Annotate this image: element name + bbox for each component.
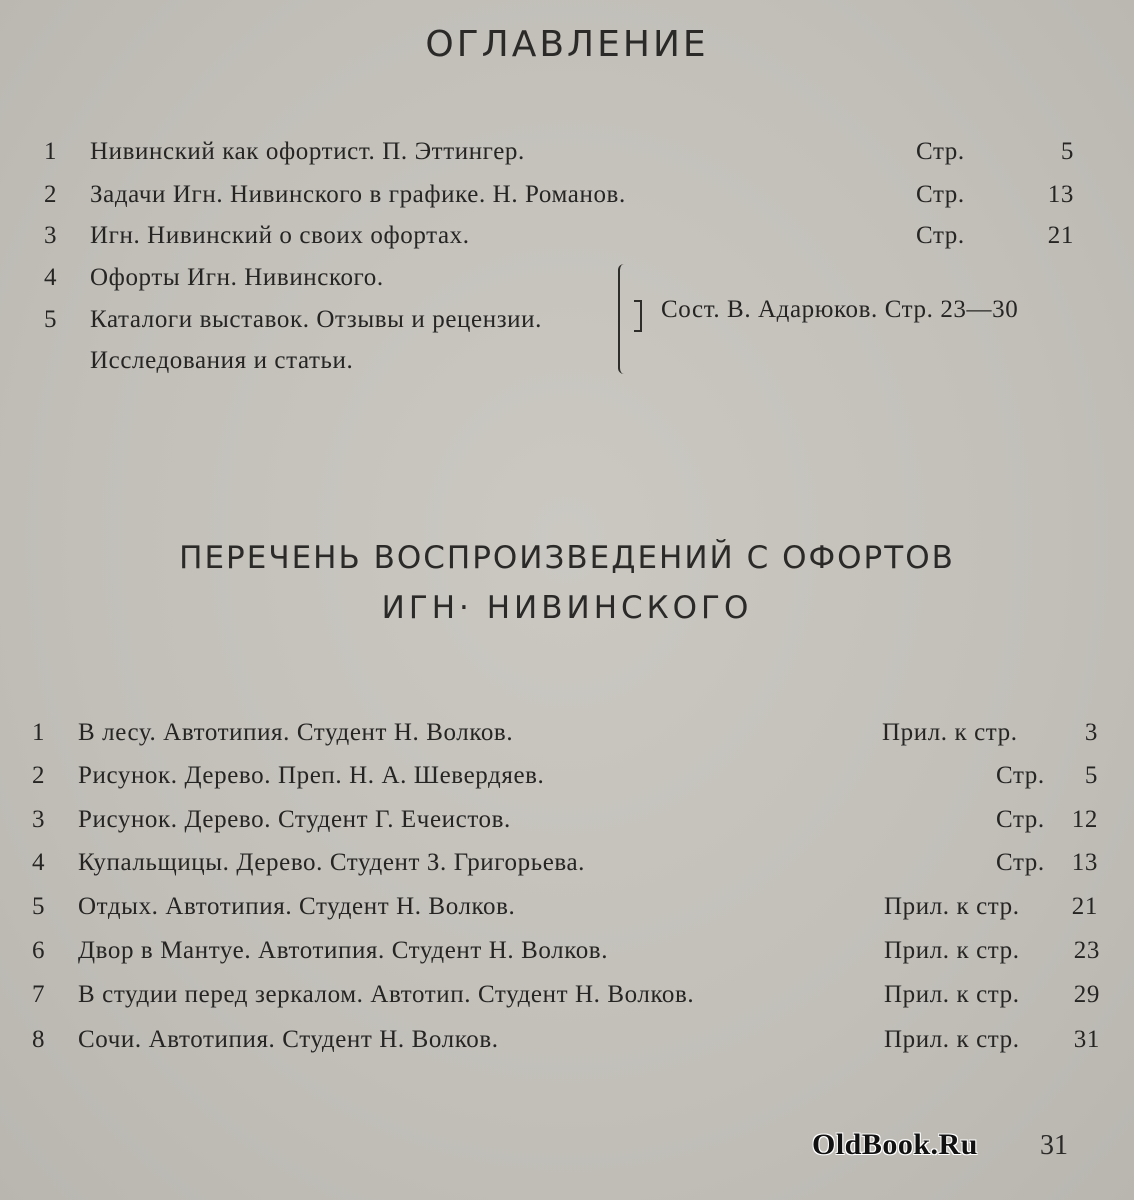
item-number: 8 <box>32 1026 46 1053</box>
item-title: Исследования и статьи. <box>90 347 354 374</box>
page-number-footer: 31 <box>1040 1130 1068 1161</box>
item-number: 1 <box>32 719 46 746</box>
item-title: Сочи. Автотипия. Студент Н. Волков. <box>78 1026 499 1053</box>
page-label: Стр. <box>996 806 1045 833</box>
item-title: Нивинский как офортист. П. Эттингер. <box>90 138 525 165</box>
page-number: 31 <box>1073 1026 1100 1053</box>
page-number: 21 <box>1071 893 1098 920</box>
grouped-compiler-note: Сост. В. Адарюков. Стр. 23—30 <box>661 296 1019 323</box>
item-number: 3 <box>44 222 58 249</box>
item-title: Игн. Нивинский о своих офортах. <box>90 222 470 249</box>
watermark-logo: OldBook.Ru <box>812 1128 978 1161</box>
item-number: 4 <box>32 849 46 876</box>
page-number: 29 <box>1073 981 1100 1008</box>
item-number: 6 <box>32 937 46 964</box>
page-label: Стр. <box>996 849 1045 876</box>
item-number: 7 <box>32 981 46 1008</box>
item-number: 1 <box>44 138 58 165</box>
page-number: 3 <box>1084 719 1098 746</box>
grouping-bracket <box>634 300 642 332</box>
page-label: Прил. к стр. <box>884 893 1020 920</box>
page-number: 5 <box>1060 138 1074 165</box>
item-title: Двор в Мантуе. Автотипия. Студент Н. Волков. <box>78 937 609 964</box>
grouping-brace <box>618 264 632 374</box>
item-number: 5 <box>44 306 58 333</box>
item-title: Купальщицы. Дерево. Студент З. Григорьева. <box>78 849 586 876</box>
item-number: 3 <box>32 806 46 833</box>
item-title: Каталоги выставок. Отзывы и рецензии. <box>90 306 542 333</box>
page-label: Прил. к стр. <box>882 719 1018 746</box>
item-title: В студии перед зеркалом. Автотип. Студент Н. Волков. <box>78 981 695 1008</box>
page-label: Прил. к стр. <box>884 981 1020 1008</box>
item-title: В лесу. Автотипия. Студент Н. Волков. <box>78 719 514 746</box>
reproductions-heading-line1: ПЕРЕЧЕНЬ ВОСПРОИЗВЕДЕНИЙ С ОФОРТОВ <box>179 540 955 576</box>
item-number: 5 <box>32 893 46 920</box>
page-number: 12 <box>1071 806 1098 833</box>
page-number: 5 <box>1084 762 1098 789</box>
item-title: Рисунок. Дерево. Студент Г. Ечеистов. <box>78 806 511 833</box>
page-label: Прил. к стр. <box>884 1026 1020 1053</box>
item-number: 2 <box>32 762 46 789</box>
page-label: Прил. к стр. <box>884 937 1020 964</box>
item-title: Задачи Игн. Нивинского в графике. Н. Романов. <box>90 181 626 208</box>
page-number: 23 <box>1073 937 1100 964</box>
page-label: Стр. <box>996 762 1045 789</box>
item-number: 4 <box>44 264 58 291</box>
item-title: Отдых. Автотипия. Студент Н. Волков. <box>78 893 516 920</box>
item-title: Рисунок. Дерево. Преп. Н. А. Шевердяев. <box>78 762 545 789</box>
page-label: Стр. <box>916 181 965 208</box>
page-number: 21 <box>1047 222 1074 249</box>
item-title: Офорты Игн. Нивинского. <box>90 264 384 291</box>
page-number: 13 <box>1047 181 1074 208</box>
reproductions-heading-line2: ИГН· НИВИНСКОГО <box>381 590 753 626</box>
page-number: 13 <box>1071 849 1098 876</box>
item-number: 2 <box>44 181 58 208</box>
page-label: Стр. <box>916 138 965 165</box>
page-label: Стр. <box>916 222 965 249</box>
contents-heading: ОГЛАВЛЕНИЕ <box>425 24 709 65</box>
